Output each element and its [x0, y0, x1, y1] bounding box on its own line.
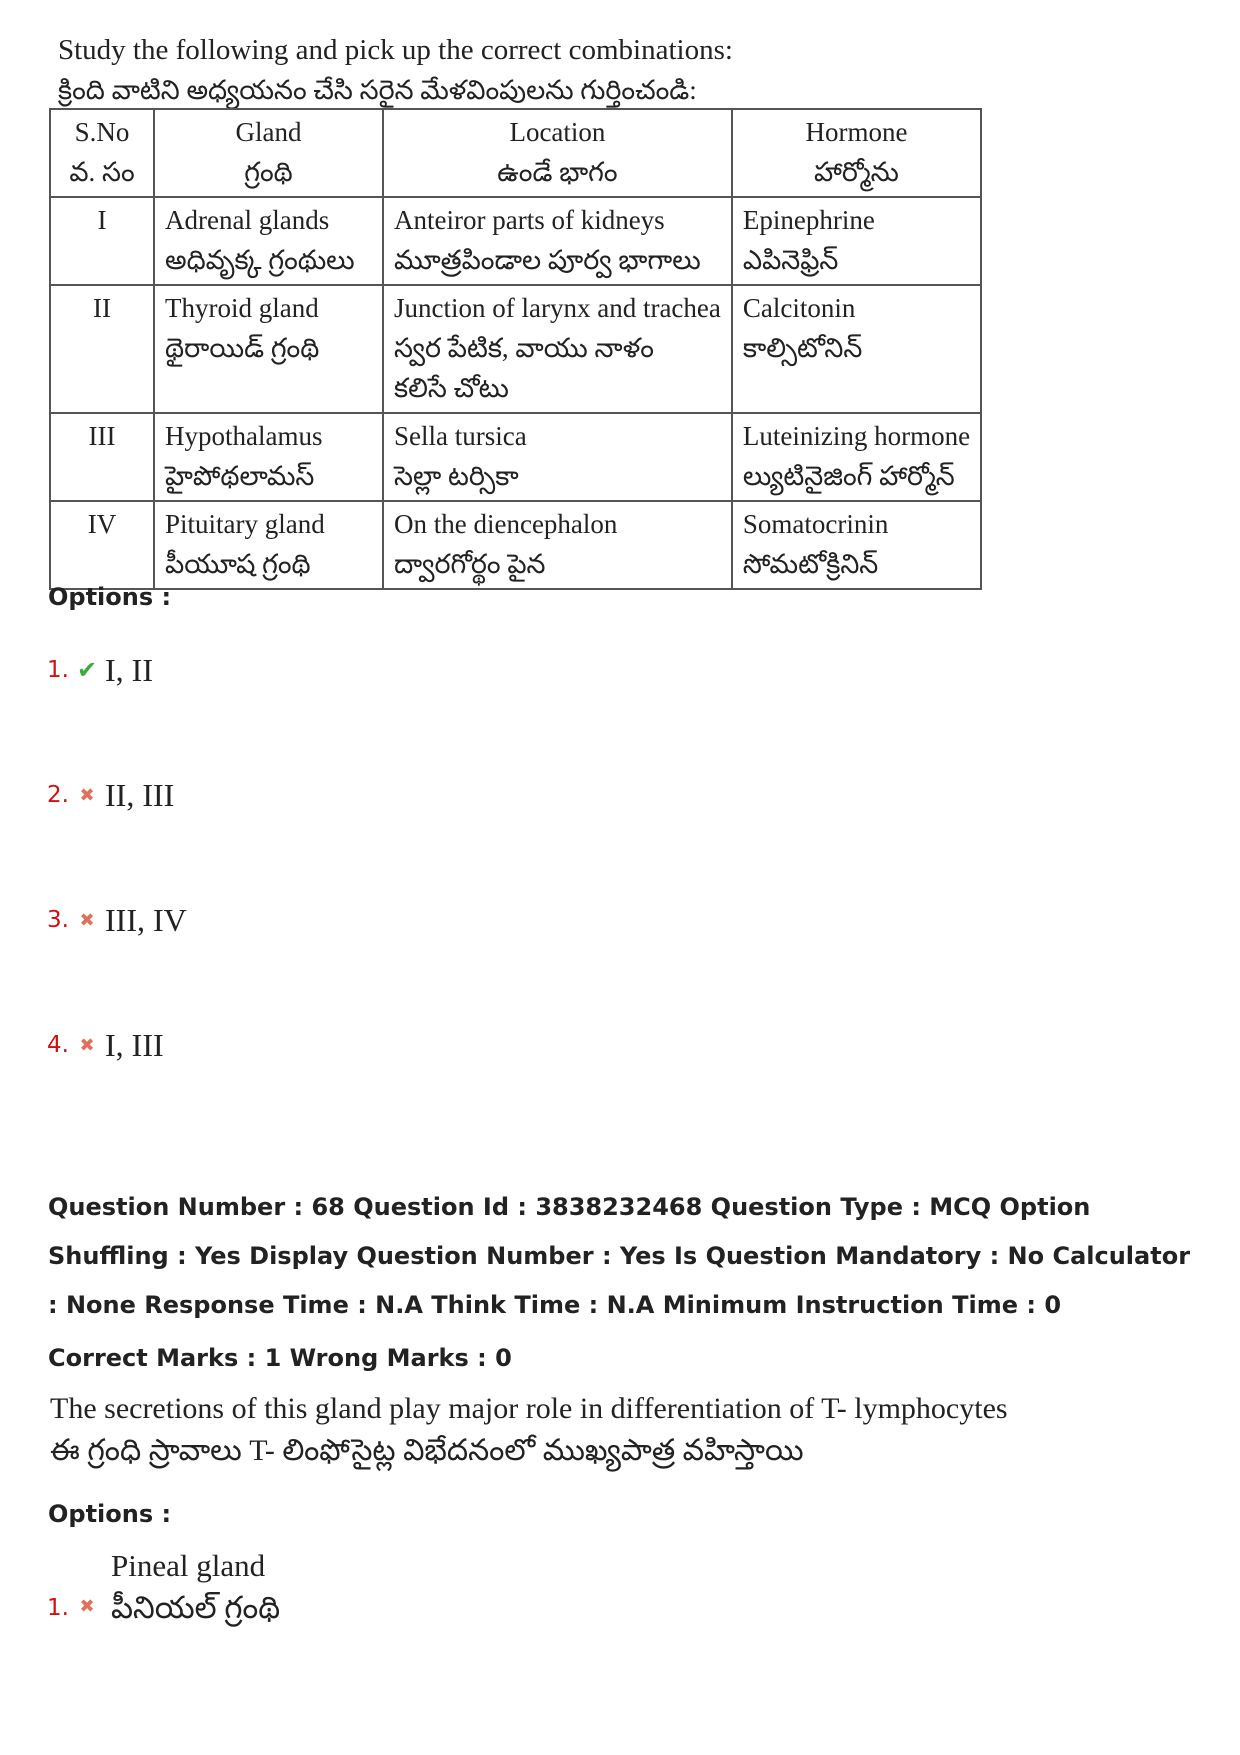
question-text	[50, 1388, 1008, 1472]
question-text-te: ఈ గ్రంధి స్రావాలు T- లింఫోసైట్ల విభేదనంలో ముఖ్యపాత్ర వహిస్తాయి	[50, 1434, 804, 1467]
header-gland: Gland గ్రంథి	[154, 109, 383, 197]
cross-icon: ✖	[79, 1034, 95, 1056]
cell-location: Sella tursica సెల్లా టర్సికా	[383, 413, 732, 501]
cell-sno: II	[50, 285, 154, 413]
option-3[interactable]	[47, 890, 187, 950]
question-meta: Question Number : 68 Question Id : 3838232468 Question Type : MCQ Option Shuffling : Yes Display Question Number : Yes Is Question Mandatory : No Calculator : None Response Time : N.A Think Time : N.A Minimum Instruction Time : 0	[48, 1193, 1191, 1319]
cell-hormone: Somatocrinin సోమటోక్రినిన్	[732, 501, 981, 589]
cell-hormone: Luteinizing hormone ల్యుటినైజింగ్ హార్మోన్	[732, 413, 981, 501]
table-row	[50, 413, 981, 501]
table-header-row	[50, 109, 981, 197]
table-row	[50, 285, 981, 413]
header-location: Location ఉండే భాగం	[383, 109, 732, 197]
option-2[interactable]	[47, 765, 174, 825]
cross-icon: ✖	[79, 1596, 95, 1617]
cross-icon: ✖	[79, 784, 95, 806]
cell-sno: III	[50, 413, 154, 501]
cell-location: Anteiror parts of kidneys మూత్రపిండాల పూర్వ భాగాలు	[383, 197, 732, 285]
options-label: Options :	[48, 583, 172, 611]
option-number: 4.	[47, 1032, 69, 1058]
option-number: 3.	[47, 907, 69, 933]
table-row	[50, 197, 981, 285]
cell-gland: Pituitary gland పీయూష గ్రంథి	[154, 501, 383, 589]
option-text: I, II	[105, 651, 153, 688]
question-prompt-en: Study the following and pick up the correct combinations:	[58, 34, 733, 66]
option-number: 2.	[47, 782, 69, 808]
table-row	[50, 501, 981, 589]
option-text: II, III	[105, 776, 175, 813]
option-1[interactable]	[47, 640, 153, 700]
cell-sno: I	[50, 197, 154, 285]
cross-icon: ✖	[79, 909, 95, 931]
option-text: Pineal gland పీనియల్ గ్రంథి	[111, 1548, 281, 1625]
option-text: III, IV	[105, 901, 187, 938]
question-text-en: The secretions of this gland play major role in differentiation of T- lymphocytes	[50, 1392, 1008, 1425]
option-text: I, III	[105, 1026, 164, 1063]
marks-info: Correct Marks : 1 Wrong Marks : 0	[48, 1344, 512, 1372]
option-4[interactable]	[47, 1015, 164, 1075]
cell-sno: IV	[50, 501, 154, 589]
option-1[interactable]	[47, 1545, 280, 1629]
option-number: 1.	[47, 657, 69, 683]
question-prompt	[58, 30, 733, 110]
cell-hormone: Epinephrine ఎపినెఫ్రిన్	[732, 197, 981, 285]
question-prompt-te: క్రింది వాటిని అధ్యయనం చేసి సరైన మేళవింపులను గుర్తించండి:	[58, 75, 697, 105]
header-sno: S.No వ. సం	[50, 109, 154, 197]
cell-location: Junction of larynx and trachea స్వర పేటిక, వాయు నాళం కలిసే చోటు	[383, 285, 732, 413]
cell-gland: Adrenal glands అధివృక్క గ్రంథులు	[154, 197, 383, 285]
cell-hormone: Calcitonin కాల్సిటోనిన్	[732, 285, 981, 413]
header-hormone: Hormone హార్మోను	[732, 109, 981, 197]
cell-gland: Hypothalamus హైపోథలామస్	[154, 413, 383, 501]
cell-gland: Thyroid gland థైరాయిడ్ గ్రంథి	[154, 285, 383, 413]
option-number: 1.	[47, 1595, 69, 1621]
options-label: Options :	[48, 1500, 172, 1528]
gland-table	[49, 108, 982, 590]
cell-location: On the diencephalon ద్వారగోర్థం పైన	[383, 501, 732, 589]
check-icon: ✔	[76, 656, 98, 684]
